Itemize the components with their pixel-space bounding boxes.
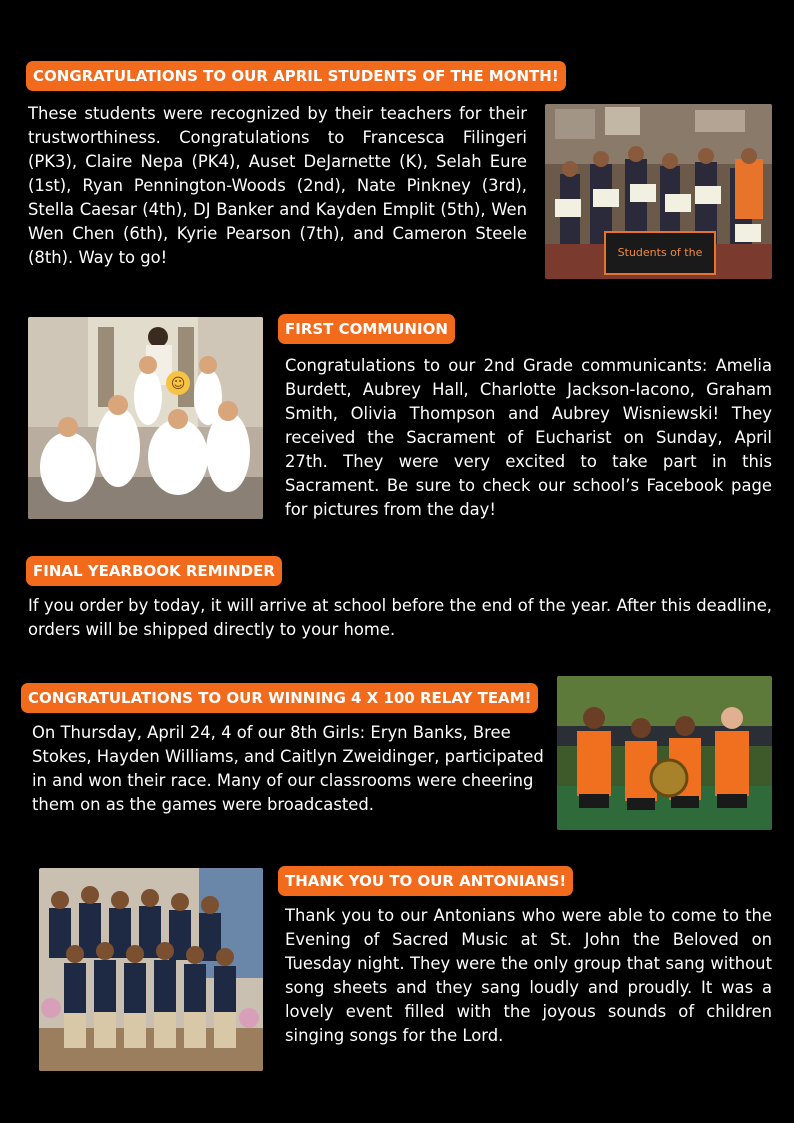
section-heading-students-of-month: CONGRATULATIONS TO OUR APRIL STUDENTS OF THE MONTH! <box>26 61 566 91</box>
students-of-month-text: These students were recognized by their teachers for their trustworthiness. Congratulations to Francesca Filingeri (PK3), Claire Nepa (PK4), Auset DeJarnette (K), Selah Eure (1st), Ryan Pennington-Woods (2nd), Nate Pinkney (3rd), Stella Caesar (4th), DJ Banker and Kayden Emplit (5th), Wen Wen Chen (6th), Kyrie Pearson (7th), and Cameron Steele (8th). Way to go! <box>28 104 527 267</box>
section-heading-yearbook: FINAL YEARBOOK REMINDER <box>26 556 282 586</box>
yearbook-text: If you order by today, it will arrive at school before the end of the year. After this deadline, orders will be shipped directly to your home. <box>28 596 772 639</box>
first-communion-text: Congratulations to our 2nd Grade communicants: Amelia Burdett, Aubrey Hall, Charlotte Jackson-Iacono, Graham Smith, Olivia Thompson and Aubrey Wisniewski! They received the Sacrament of Eucharist on Sunday, April 27th. They were very excited to take part in this Sacrament. Be sure to check our school’s Facebook page for pictures from the day! <box>285 356 772 519</box>
smiley-emoji-icon: ☺ <box>170 376 186 392</box>
antonians-photo <box>39 868 263 1071</box>
section-heading-relay-team: CONGRATULATIONS TO OUR WINNING 4 X 100 RELAY TEAM! <box>21 683 538 713</box>
section-heading-first-communion: FIRST COMMUNION <box>278 314 455 344</box>
students-sign-text: Students of the <box>617 246 703 259</box>
section-heading-antonians: THANK YOU TO OUR ANTONIANS! <box>278 866 573 896</box>
first-communion-photo <box>28 317 263 519</box>
relay-team-text: On Thursday, April 24, 4 of our 8th Girls: Eryn Banks, Bree Stokes, Hayden Williams, and Caitlyn Zweidinger, participated in and won their race. Many of our classrooms were cheering them on as the games were broadcasted. <box>32 723 544 814</box>
students-of-month-photo <box>545 104 772 279</box>
relay-team-photo <box>557 676 772 830</box>
antonians-text: Thank you to our Antonians who were able to come to the Evening of Sacred Music at St. John the Beloved on Tuesday night. They were the only group that sang without song sheets and they sang loudly and proudly. It was a lovely event filled with the joyous sounds of children singing songs for the Lord. <box>285 906 772 1045</box>
